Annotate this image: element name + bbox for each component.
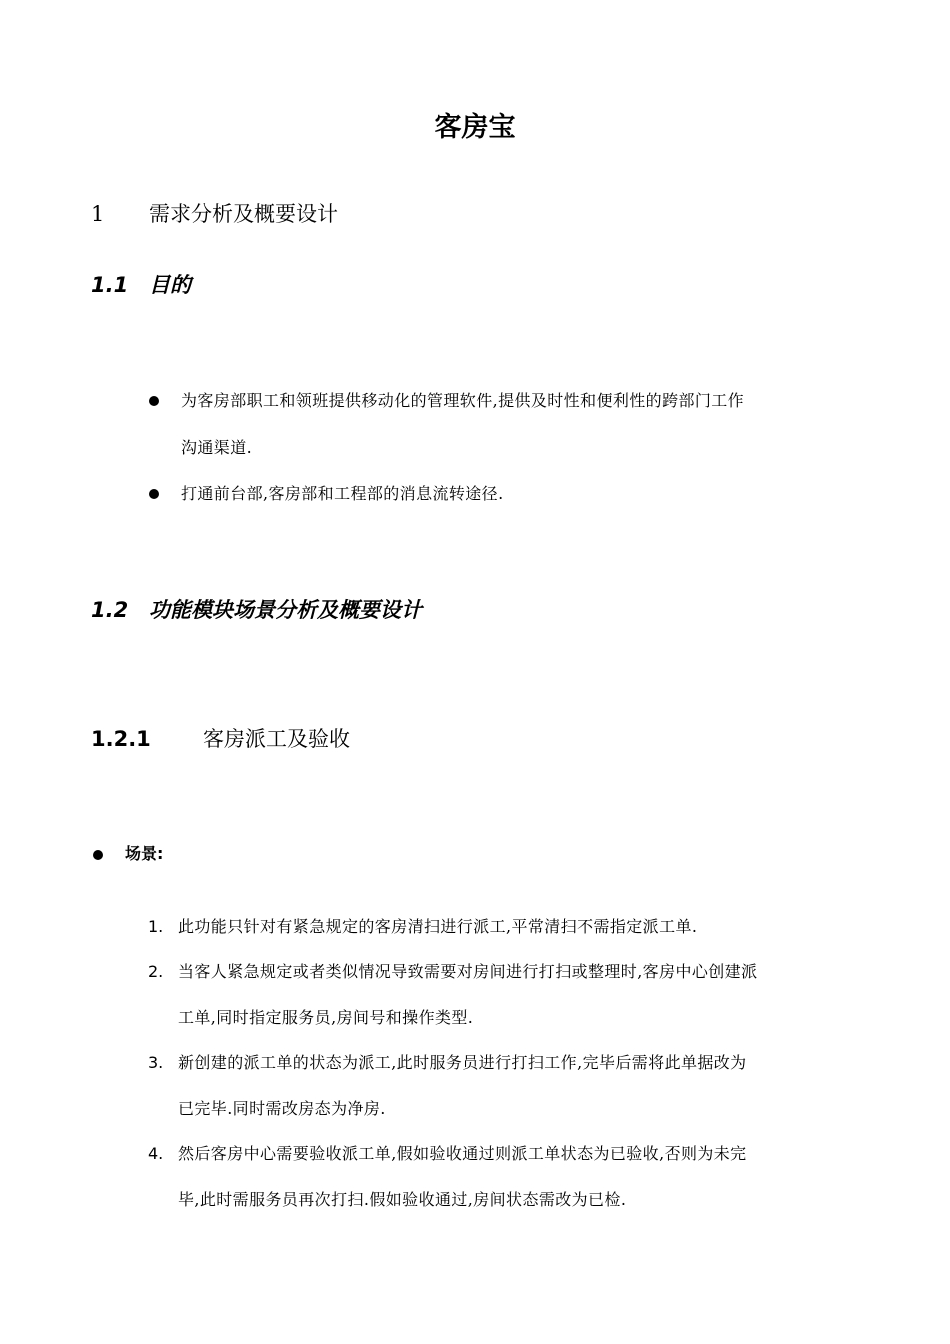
heading-1-2-text: 功能模块场景分析及概要设计 (149, 598, 422, 622)
bullet-icon (93, 850, 103, 860)
scene-item-3-line-1: 新创建的派工单的状态为派工,此时服务员进行打扫工作,完毕后需将此单据改为 (178, 1053, 747, 1072)
bullet-icon (149, 489, 159, 499)
purpose-bullet-1-line-1: 为客房部职工和领班提供移动化的管理软件,提供及时性和便利性的跨部门工作 (181, 391, 745, 410)
heading-1-1-text: 目的 (149, 273, 191, 297)
scene-label: 场景: (125, 844, 164, 863)
scene-item-4-line-2: 毕,此时需服务员再次打扫.假如验收通过,房间状态需改为已检. (178, 1190, 627, 1209)
scene-item-4-line-1: 然后客房中心需要验收派工单,假如验收通过则派工单状态为已验收,否则为未完 (178, 1144, 747, 1163)
scene-item-4-number: 4. (148, 1144, 164, 1163)
scene-item-2-line-1: 当客人紧急规定或者类似情况导致需要对房间进行打扫或整理时,客房中心创建派 (178, 962, 758, 981)
heading-1-number: 1 (91, 202, 105, 226)
bullet-icon (149, 396, 159, 406)
scene-item-2-number: 2. (148, 962, 164, 981)
scene-item-2-line-2: 工单,同时指定服务员,房间号和操作类型. (178, 1008, 474, 1027)
heading-1-2-1-text: 客房派工及验收 (203, 727, 350, 751)
scene-item-1-line-1: 此功能只针对有紧急规定的客房清扫进行派工,平常清扫不需指定派工单. (178, 917, 698, 936)
heading-1-text: 需求分析及概要设计 (149, 202, 338, 226)
document-title: 客房宝 (434, 112, 516, 143)
scene-item-3-line-2: 已完毕.同时需改房态为净房. (178, 1099, 386, 1118)
purpose-bullet-2-line-1: 打通前台部,客房部和工程部的消息流转途径. (181, 484, 504, 503)
scene-item-3-number: 3. (148, 1053, 164, 1072)
heading-1-2-1-number: 1.2.1 (91, 727, 151, 751)
scene-item-1-number: 1. (148, 917, 164, 936)
purpose-bullet-1-line-2: 沟通渠道. (181, 438, 253, 457)
heading-1-1-number: 1.1 (91, 273, 129, 297)
heading-1-2-number: 1.2 (91, 598, 129, 622)
